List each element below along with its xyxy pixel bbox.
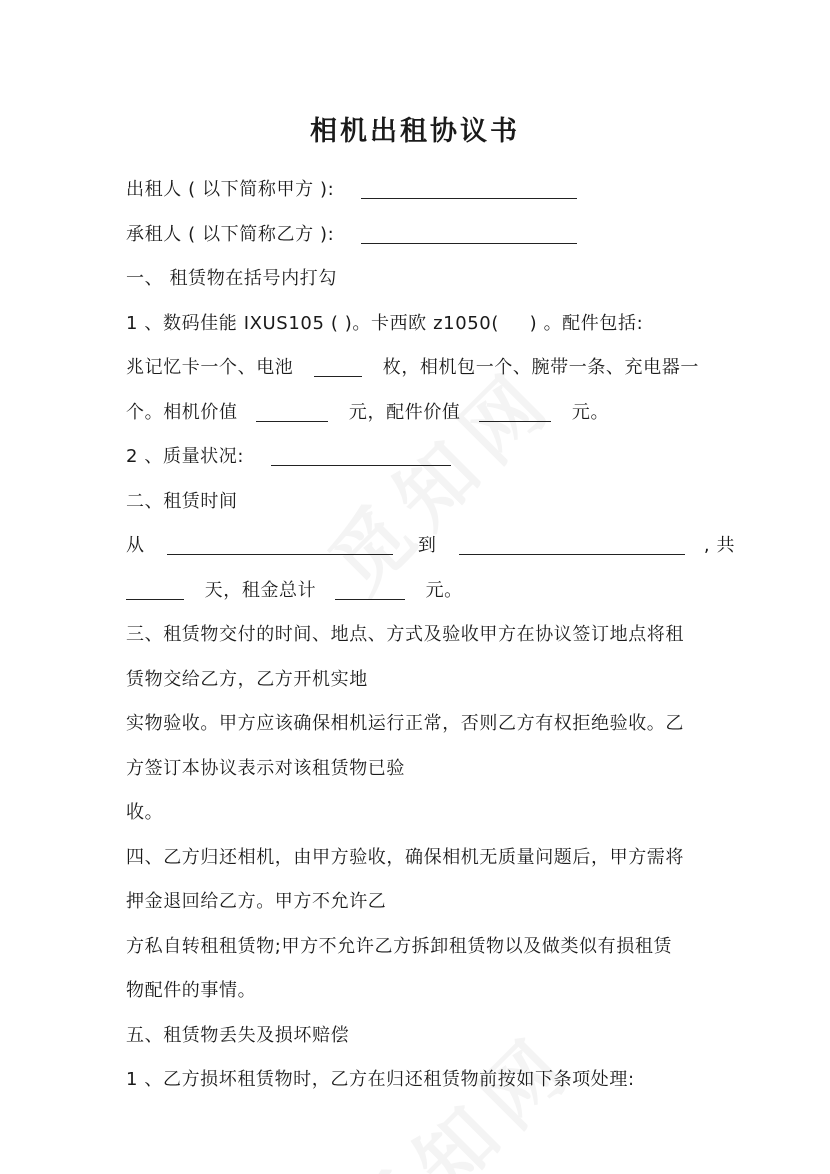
section2-heading: 二、租赁时间 [126,490,238,512]
to-label: 到 [417,535,437,556]
line-a-text-a: 兆记忆卡一个、电池 [126,357,294,378]
section1-item1 [126,302,708,347]
section4-line3: 方私自转租租赁物;甲方不允许乙方拆卸租赁物以及做类似有损租赁 [126,935,673,957]
section4-line1: 四、乙方归还相机，由甲方验收，确保相机无质量问题后，甲方需将 [126,846,684,868]
section3-line5: 收。 [126,802,164,823]
section3-line1: 三、租赁物交付的时间、地点、方式及验收甲方在协议签订地点将租 [126,624,684,645]
line-b-text-c: 元。 [571,401,610,423]
section2-period [126,524,736,569]
document-body [126,168,736,1103]
days-blank[interactable] [126,579,184,600]
accessory-value-blank[interactable] [479,401,551,422]
line-b-text-a: 个。相机价值 [126,401,238,423]
section1-heading: 一、 租赁物在括号内打勾 [126,268,337,289]
camera-value-blank[interactable] [256,401,328,422]
lessee-blank[interactable] [361,223,577,244]
section3-line3: 实物验收。甲方应该确保相机运行正常，否则乙方有权拒绝验收。乙 [126,713,684,734]
quality-label: 2 、质量状况: [126,446,245,467]
section1-line-a [126,346,708,391]
item1-text-a: 1 、数码佳能 IXUS105 ( )。卡西欧 z1050( [126,312,499,334]
section1-item2 [126,435,708,480]
section5-item1: 1 、乙方损坏租赁物时，乙方在归还租赁物前按如下条项处理: [126,1069,635,1090]
start-date-blank[interactable] [167,534,393,555]
section1-line-b [126,391,708,436]
line-b-text-b: 元，配件价值 [348,401,461,423]
document-title: 相机出租协议书 [310,116,520,147]
lessee-label: 承租人 ( 以下简称乙方 ): [126,223,335,245]
item1-text-b: ) 。配件包括: [529,312,644,334]
end-date-blank[interactable] [459,534,685,555]
section2-rent [126,569,708,614]
from-label: 从 [126,535,145,556]
battery-count-blank[interactable] [314,356,362,377]
lessor-label: 出租人 ( 以下简称甲方 ): [126,179,335,200]
quality-blank[interactable] [271,445,451,466]
days-label: 天，租金总计 [204,579,317,601]
lessor-line [126,168,708,213]
line-a-text-b: 枚，相机包一个、腕带一条、充电器一 [382,357,699,378]
total-label: , 共 [703,535,736,556]
rent-total-blank[interactable] [335,579,405,600]
lessee-line [126,213,708,258]
section4-line4: 物配件的事情。 [126,980,257,1001]
section4-line2: 押金退回给乙方。甲方不允许乙 [126,891,387,912]
section5-heading: 五、租赁物丢失及损坏赔偿 [126,1024,350,1046]
section3-line2: 赁物交给乙方，乙方开机实地 [126,668,368,690]
section3-line4: 方签订本协议表示对该租赁物已验 [126,757,405,779]
lessor-blank[interactable] [361,178,577,199]
yuan-label: 元。 [425,579,463,601]
